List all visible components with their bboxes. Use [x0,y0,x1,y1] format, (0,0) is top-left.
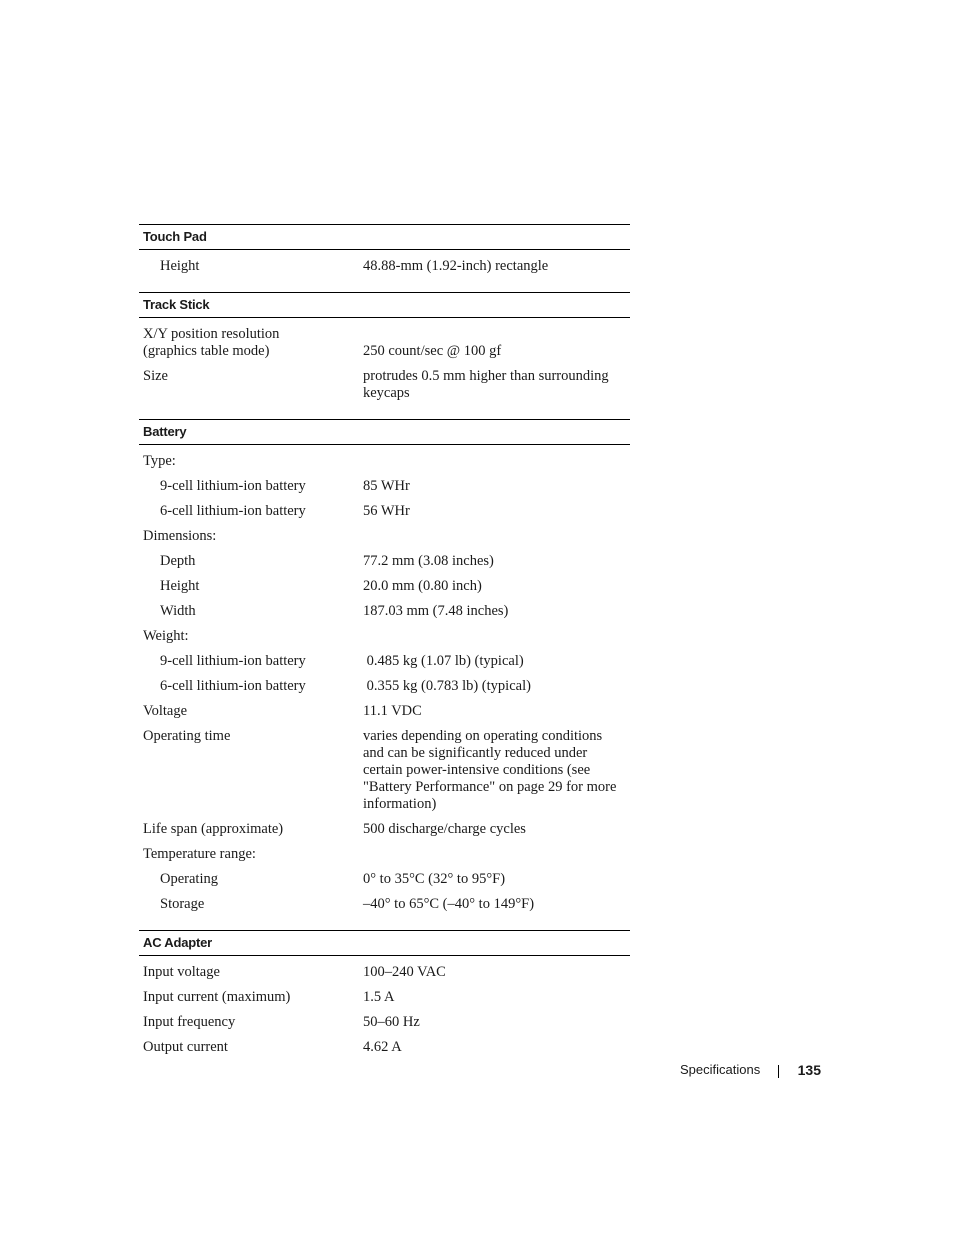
spec-label: Input frequency [143,1014,236,1030]
spec-label: Input current (maximum) [143,989,291,1005]
spec-row [139,1006,630,1031]
spec-label: X/Y position resolution (graphics table mode) [143,326,280,359]
footer-separator [778,1065,779,1078]
spec-value: 500 discharge/charge cycles [363,821,526,837]
spec-value: 0.355 kg (0.783 lb) (typical) [363,678,531,694]
spec-label: 9-cell lithium-ion battery [160,478,306,494]
spec-value: 0.485 kg (1.07 lb) (typical) [363,653,524,669]
spec-label: Weight: [143,628,189,644]
spec-label: Height [160,258,200,274]
spec-value: 250 count/sec @ 100 gf [363,343,502,359]
section-rows [139,250,630,292]
spec-label: 6-cell lithium-ion battery [160,503,306,519]
spec-label: 9-cell lithium-ion battery [160,653,306,669]
spec-row [139,956,630,981]
footer-section-name: Specifications [680,1062,761,1077]
spec-label: Output current [143,1039,228,1055]
spec-value: 1.5 A [363,989,395,1005]
spec-label: Type: [143,453,176,469]
spec-label: Life span (approximate) [143,821,284,837]
spec-section-track-stick [139,292,630,419]
spec-row [139,250,630,275]
spec-row [139,981,630,1006]
spec-row [139,670,630,695]
spec-section-ac-adapter [139,930,630,1073]
spec-label: Storage [160,896,205,912]
spec-value: –40° to 65°C (–40° to 149°F) [363,896,535,912]
spec-row [139,470,630,495]
spec-value: 85 WHr [363,478,410,494]
spec-row [139,495,630,520]
section-rows [139,318,630,419]
spec-value: 77.2 mm (3.08 inches) [363,553,494,569]
spec-row [139,695,630,720]
spec-section-touch-pad [139,224,630,292]
spec-label: Temperature range: [143,846,256,862]
section-heading: Touch Pad [139,225,630,250]
spec-value: 187.03 mm (7.48 inches) [363,603,509,619]
spec-value: 48.88-mm (1.92-inch) rectangle [363,258,549,274]
section-rows [139,956,630,1073]
spec-row [139,360,630,402]
spec-row [139,720,630,813]
spec-row [139,595,630,620]
spec-row [139,545,630,570]
spec-row [139,1031,630,1056]
section-heading: Battery [139,420,630,445]
spec-row [139,863,630,888]
spec-row [139,445,630,470]
spec-label: Operating [160,871,218,887]
spec-value: 0° to 35°C (32° to 95°F) [363,871,506,887]
spec-section-battery [139,419,630,930]
spec-label: Height [160,578,200,594]
spec-value: 50–60 Hz [363,1014,420,1030]
spec-label: Operating time [143,728,231,744]
spec-label: Width [160,603,196,619]
spec-row [139,888,630,913]
spec-label: Size [143,368,168,384]
spec-row [139,620,630,645]
spec-label: Dimensions: [143,528,217,544]
spec-table [139,224,630,1073]
spec-row [139,813,630,838]
page-footer [680,1061,821,1079]
spec-row [139,838,630,863]
spec-label: Depth [160,553,196,569]
section-heading: Track Stick [139,293,630,318]
section-heading: AC Adapter [139,931,630,956]
spec-label: 6-cell lithium-ion battery [160,678,306,694]
spec-row [139,520,630,545]
spec-label: Voltage [143,703,188,719]
spec-value: 20.0 mm (0.80 inch) [363,578,482,594]
page-number: 135 [797,1062,821,1078]
spec-row [139,645,630,670]
spec-row [139,570,630,595]
spec-value: 4.62 A [363,1039,402,1055]
spec-label: Input voltage [143,964,220,980]
spec-value: protrudes 0.5 mm higher than surrounding keycaps [363,368,613,401]
spec-value: 11.1 VDC [363,703,422,719]
spec-value: varies depending on operating conditions and can be significantly reduced under certain power-intensive conditions (see "Battery Performance" on page 29 for more information) [363,728,621,812]
spec-row [139,318,630,360]
spec-value: 56 WHr [363,503,410,519]
spec-value: 100–240 VAC [363,964,446,980]
section-rows [139,445,630,930]
